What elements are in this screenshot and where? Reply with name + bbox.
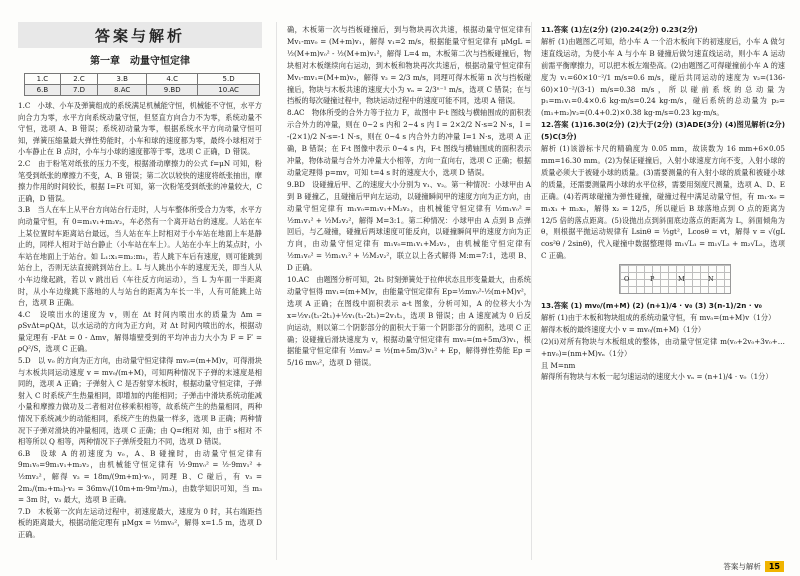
left-column bbox=[18, 100, 262, 541]
solution-1: 1.C 小球、小车及弹簧组成的系统满足机械能守恒，机械能不守恒，水平方向合力为零，水平方向系统动量守恒，但竖直方向合力不为零，系统动量不守恒，选项 A、B 错误；系统初动量为零，根据系统水平方向动量守恒可知，弹簧压缩量最大弹性势能时，小车和球的速度都为零，最终小球相对于小车静止在 B 点时，小车与小球的速度都等于零，选项 C 正确，D 错误。 bbox=[18, 101, 262, 157]
answer-cell: 3.B bbox=[98, 74, 147, 85]
figure-label: P bbox=[650, 275, 655, 284]
figure-label: M bbox=[678, 275, 685, 284]
solution-3: 3.B 当人在车上从平台方向站台行走时，人与车整体所受合力为零，水平方向动量守恒，有 0=m₁v₁+m₂v₂，车必然有一个离开站台的速度。人站在车上某位置时车距离站台最远，当人站在车上时相对于小车站在地面上车是静止的，同样人相对于站台静止（小车站在车上）。人站在小车上的某点时，小车站在地面上于站台。如 L₁:x₁=m₂:m₁，若人跳下车后有速度，则可能跳到站台上，否则无法直接跳到站台上。L 与人跳出小车的速度无关，即当人从小车边缘起跳，若以 v 跳出后（车往反方向运动），当 L 为车面一半距离时，从小车边缘跳下落地的人与站台的距离为车长一半，人有可能跳上站台，选项 B 正确。 bbox=[18, 205, 262, 308]
explanation-12: 解析 (1)该游标卡尺的精确度为 0.05 mm，故读数为 16 mm+6×0.05 mm=16.30 mm。(2)为保证碰撞后，入射小球速度方向不变，入射小球的质量必须大于被碰小球的质量。(3)需要测量的有入射小球的质量和被碰小球的质量，还需要测量两小球的水平位移，需要用刻度尺测量，选项 A、D、E 正确。(4)若两球碰撞为弹性碰撞，碰撞过程中满足动量守恒，有 m₁·x₀ = m₁x₁ + m₂x₂，解得 x₂ = 12/5，所以碰后 B 球落地点到 O 点的距离为 12/5 倍的落点距离。(5)设抛出点到斜面底边落点的距离为 L，斜面倾角为 θ，则根据平抛运动规律有 Lsinθ = ½gt²，Lcosθ = vt，解得 v = √(gL cos²θ / 2sinθ)，代入碰撞中数据整理得 m₁√L₁ = m₁√L₂ + m₂√L₃，选项 C 正确。 bbox=[541, 144, 785, 261]
answer-cell: 9.BD bbox=[147, 85, 198, 96]
answer-cell: 6.B bbox=[25, 85, 61, 96]
solution-4: 4.C 设喷出水的速度为 v，则在 Δt 时间内喷出水的质量为 Δm = ρSvΔt=ρQΔt，以水运动的方向为正方向，对 Δt 时间内喷出的水，根据动量定理有 -FΔt = 0 - Δmv，解得墙壁受到的平均冲击力大小为 F = F′ = ρQ²/S，选项 C 正确。 bbox=[18, 309, 262, 354]
explanation-13b: 解得木板的最终速度大小 v = mv₀/(m+M)（1分） bbox=[541, 324, 706, 334]
solution-7-cont: 确，木板第一次与挡板碰撞后，到与物块再次共速，根据动量守恒定律有 Mv₁-mv₀ = (M+m)v₁，解得 v₁=2 m/s，根据能量守恒定律有 μMgL = ½(M+m)v₀² - ½(M+m)v₁²，解得 L=4 m，木板第二次与挡板碰撞后，物块相对木板继续向右运动，到木板和物块再次共速后，根据动量守恒定律有 Mv₁-mv₁=(M+m)v₂，解得 v₂ = 2/3 m/s，同理可得木板第 n 次与挡板碰撞后，物块与木板共速的速度大小为 vₙ = 2/3ⁿ⁻¹ m/s，选项 C 错误；在与挡板的每次碰撞过程中，物块运动过程中的速度可能不同，选项 A 错误。 bbox=[287, 25, 531, 106]
solution-9: 9.BD 设碰撞后甲、乙的速度大小分别为 v₁、v₂。第一种情况：小球甲由 A 到 B 碰撞乙，且碰撞后甲向左运动，以碰撞瞬间甲的速度方向为正方向，由动量守恒定律有 m₁v₀=m₁v₁+M₂v₂，由机械能守恒定律有 ½m₁v₀² = ½m₁v₁² + ½M₂v₂²，解得 M=3:1。第二种情况：小球甲由 A 点到 B 点弹回后，与乙碰撞，碰撞后两球速度可能反向，以碰撞瞬间甲的速度方向为正方向，由动量守恒定律有 m₁v₀=m₁v₁+M₂v₂，由机械能守恒定律有 ½m₁v₀² = ½m₁v₁² + ½M₂v₂²，联立以上各式解得 M:m=7:1，选项 B、D 正确。 bbox=[287, 179, 531, 273]
solution-5: 5.D 以 v₀ 的方向为正方向，由动量守恒定律得 mv₀=(m+M)v，可得滑块与木板共同运动速度 v = mv₀/(m+M)，可知两种情况下子弹的末速度是相同的，选项 A 正确；子弹射入 C 是否射穿木板时，根据动量守恒定律，子弹射入 C 时系统产生热量相同，即增加的内能相同；子弹击中滑块系统动能减小量和摩擦力做功及二者相对位移乘积相等，故系统产生的热量相同，两种情况下系统减少的动能相同，系统产生的热量一样多，选项 B 正确；两种情况下子弹对滑块的冲量相同，选项 C 正确；由 Q=f相对 知，由于 s相对 不相等所以 Q 相等，两种情况下子弹所受阻力不同，选项 D 错误。 bbox=[18, 356, 262, 447]
answer-13: 13.答案 (1) mv₀/(m+M) (2) (n+1)/4 · v₀ (3) 3(n-1)/2n · v₀ bbox=[541, 301, 762, 311]
solution-10: 10.AC 由题图分析可知，2t₁ 时刻弹簧处于拉伸状态且形变量最大，由系统动量守恒得 mv₁=(m+M)v，由能量守恒定律有 Ep=½mv₀²-½(m+M)v²，选项 A 正确；在图线中面积表示 a-t 图象，分析可知，A 的位移大小为 x=½v₁(t₁-2t₁)+½v₁(t₁-2t₁)=2v₁t₁，选项 B 错误；由 A 速度减为 0 后反向运动，则以第二个阴影部分的面积大于第一个阴影部分的面积，选项 C 正确；设碰撞后滑块速度为 v，根据动量守恒定律有 mv₀=(m+5m/3)v₁，根据能量守恒定律有 ½mv₀² = ½(m+5m/3)v₁² + Ep，解得弹性势能 Ep = 5/16 mv₀²，选项 D 错误。 bbox=[287, 275, 531, 368]
chapter-heading: 第一章 动量守恒定律 bbox=[90, 56, 190, 67]
figure-label: O bbox=[624, 275, 630, 284]
solution-7: 7.D 木板第一次向左运动过程中，初速度最大，速度为 0 时，其右端距挡板的距离最大，根据动能定理有 μMgx = ½mv₀²，解得 x=1.5 m，选项 D 正确。 bbox=[18, 506, 262, 539]
middle-column bbox=[287, 24, 531, 369]
page-number: 15 bbox=[765, 561, 784, 572]
explanation-13a: 解析 (1)由于木板和物块组成的系统动量守恒，有 mv₀=(m+M)v（1分） bbox=[541, 312, 776, 322]
explanation-13c: (2)(i)对所有物块与木板组成的整体，由动量守恒定律 m(v₀+2v₀+3v₀+…+nv₀)=(nm+M)vₙ（1分） bbox=[541, 336, 785, 358]
footer-label: 答案与解析 bbox=[723, 562, 761, 571]
answer-cell: 8.AC bbox=[98, 85, 147, 96]
answer-row bbox=[25, 85, 260, 96]
answer-cell: 7.D bbox=[60, 85, 97, 96]
answer-11: 11.答案 (1)左(2分) (2)0.24(2分) 0.23(2分) bbox=[541, 25, 698, 34]
landing-point-figure bbox=[619, 264, 731, 294]
answer-cell: 1.C bbox=[25, 74, 61, 85]
answer-cell: 4.C bbox=[147, 74, 198, 85]
explanation-13d: 且 M=nm bbox=[541, 360, 576, 370]
answer-row bbox=[25, 74, 260, 85]
page-footer bbox=[723, 561, 784, 572]
answer-cell: 5.D bbox=[198, 74, 260, 85]
column-divider-1 bbox=[276, 22, 277, 560]
answer-12: 12.答案 (1)16.30(2分) (2)大于(2分) (3)ADE(3分) (4)图见解析(2分) (5)C(3分) bbox=[541, 120, 785, 142]
solution-6: 6.B 设球 A 的初速度为 v₀，A、B 碰撞时，由动量守恒定律有 9m₁v₀=9m₁v₁+m₂v₂，由机械能守恒定律有 ½·9mv₀² = ½·9mv₁² + ½mv₂²，解得 v₂ = 18m/(9m+m)·v₀，同理 B、C 碰后，有 v₃ = 2m₂/(m₂+m₃)·v₂ = 36mv₀/(10m+m·9m²/m₃)，由数学知识可知，当 m₃ = 3m 时，v₃ 最大，选项 B 正确。 bbox=[18, 448, 262, 505]
explanation-11: 解析 (1)由题图乙可知，给小车 A 一个沿木板向下的初速度后，小车 A 做匀速直线运动，为使小车 A 与小车 B 碰撞后做匀速直线运动，则小车 A 运动前需平衡摩擦力，可以把木板左端垫高。(2)由题图乙可得碰撞前小车 A 的速度为 v₁=60×10⁻²/1 m/s=0.6 m/s，碰后共同运动的速度为 v₂=(136-60)×10⁻²/(3-1) m/s=0.38 m/s，所以碰前系统的总动量为 p₁=m₁v₁=0.4×0.6 kg·m/s=0.24 kg·m/s，碰后系统的总动量为 p₂=(m₁+m₂)v₂=(0.4+0.2)×0.38 kg·m/s=0.23 kg·m/s。 bbox=[541, 36, 785, 118]
explanation-13e: 解得所有物块与木板一起匀速运动的速度大小 vₙ = (n+1)/4 · v₀（1分） bbox=[541, 372, 773, 382]
page-title-banner: 答案与解析 bbox=[18, 22, 262, 48]
solution-8: 8.AC 物体所受的合外力等于拉力 F，故图中 F-t 图线与横轴围成的面积表示合外力的冲量，则在 0~2 s 内和 2~4 s 内 I = 2×2/2 N·s=2 N·s，I = -(2×1)/2 N·s=-1 N·s，则在 0~4 s 内合外力的冲量 I=1 N·s，选项 A 正确，B 错误；在 F-t 图像中表示 0~4 s 内，F-t 图线与横轴围成的面积表示冲量，物体动量与合外力冲量大小相等，方向一直向右，选项 C 正确；根据动量定理得 p=mv，可知 t=4 s 时的速度大小，选项 D 错误。 bbox=[287, 108, 531, 177]
column-divider-2 bbox=[531, 22, 532, 560]
answer-cell: 10.AC bbox=[198, 85, 260, 96]
solution-2: 2.C 由于粉笔对纸张的压力不变，根据滑动摩擦力的公式 f=μN 可知，粉笔受到纸张的摩擦力不变，A、B 错误；第二次以较快的速度将纸张抽出，摩擦力作用的时间较长，根据 I=Ft 可知，第一次粉笔受到纸张的冲量较大，C 正确，D 错误。 bbox=[18, 158, 262, 203]
right-column bbox=[541, 24, 785, 383]
answer-key-table bbox=[24, 73, 260, 96]
answer-cell: 2.C bbox=[60, 74, 97, 85]
figure-label: N bbox=[708, 275, 714, 284]
